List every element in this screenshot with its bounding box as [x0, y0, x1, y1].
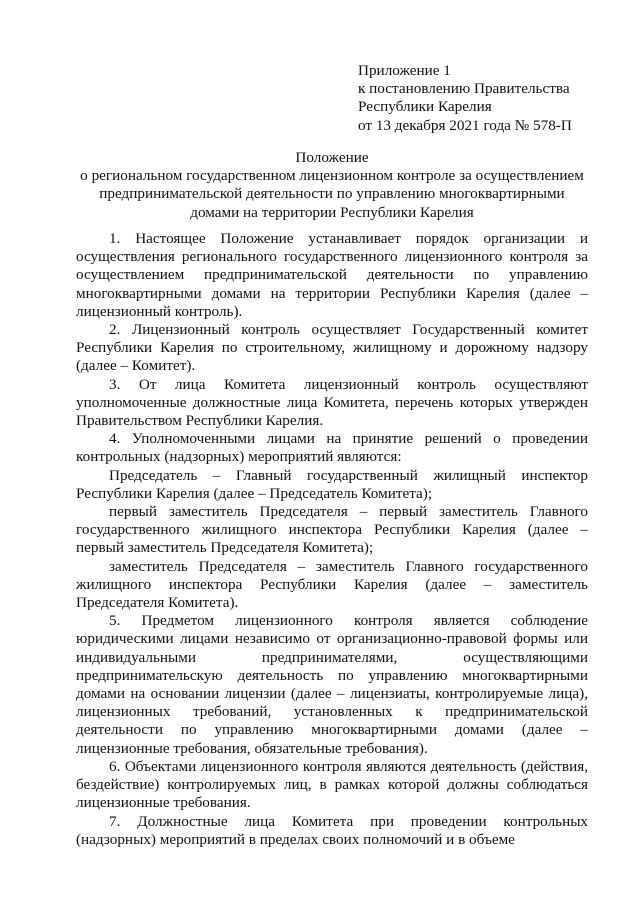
title-line: о региональном государственном лицензионном контроле за осуществлением: [80, 167, 584, 185]
paragraph-4-item-deputy: заместитель Председателя – заместитель Главного государственного жилищного инспектора Республики Карелия (далее – заместитель Председателя Комитета).: [76, 557, 588, 612]
appendix-line: к постановлению Правительства: [358, 80, 570, 98]
appendix-block: [358, 62, 628, 135]
title-line: предпринимательской деятельности по управлению многоквартирными: [99, 185, 565, 203]
document-body: [76, 230, 588, 849]
paragraph-5: 5. Предметом лицензионного контроля является соблюдение юридическими лицами независимо от организационно-правовой формы или индивидуальными предпринимателями, осуществляющими предпринимательскую деятельность по управлению многоквартирными домами на основании лицензии (далее – лицензиаты, контролируемые лица), лицензионных требований, установленных к предпринимательской деятельности по управлению многоквартирными домами (далее – лицензионные требования, обязательные требования).: [76, 612, 588, 757]
paragraph-4: 4. Уполномоченными лицами на принятие решений о проведении контрольных (надзорных) мероприятий являются:: [76, 430, 588, 466]
paragraph-4-item-chairman: Председатель – Главный государственный жилищный инспектор Республики Карелия (далее – Председатель Комитета);: [76, 466, 588, 502]
paragraph-3: 3. От лица Комитета лицензионный контроль осуществляют уполномоченные должностные лица Комитета, перечень которых утвержден Правительством Республики Карелия.: [76, 375, 588, 430]
appendix-line: Приложение 1: [358, 62, 451, 79]
paragraph-7: 7. Должностные лица Комитета при проведении контрольных (надзорных) мероприятий в пределах своих полномочий и в объеме: [76, 812, 588, 848]
appendix-line: Республики Карелия: [358, 98, 492, 116]
paragraph-6: 6. Объектами лицензионного контроля являются деятельность (действия, бездействие) контролируемых лиц, в рамках которой должны соблюдаться лицензионные требования.: [76, 757, 588, 812]
document-title: [76, 149, 588, 222]
paragraph-1: 1. Настоящее Положение устанавливает порядок организации и осуществления регионального государственного лицензионного контроля за осуществлением предпринимательской деятельности по управлению многоквартирными домами на территории Республики Карелия (далее – лицензионный контроль).: [76, 230, 588, 320]
paragraph-2: 2. Лицензионный контроль осуществляет Государственный комитет Республики Карелия по строительному, жилищному и дорожному надзору (далее – Комитет).: [76, 321, 588, 375]
title-line: домами на территории Республики Карелия: [190, 203, 474, 221]
title-heading: Положение: [295, 149, 369, 166]
paragraph-4-item-first-deputy: первый заместитель Председателя – первый заместитель Главного государственного жилищного инспектора Республики Карелия (далее – первый заместитель Председателя Комитета);: [76, 503, 588, 557]
appendix-line: от 13 декабря 2021 года № 578-П: [358, 116, 572, 134]
